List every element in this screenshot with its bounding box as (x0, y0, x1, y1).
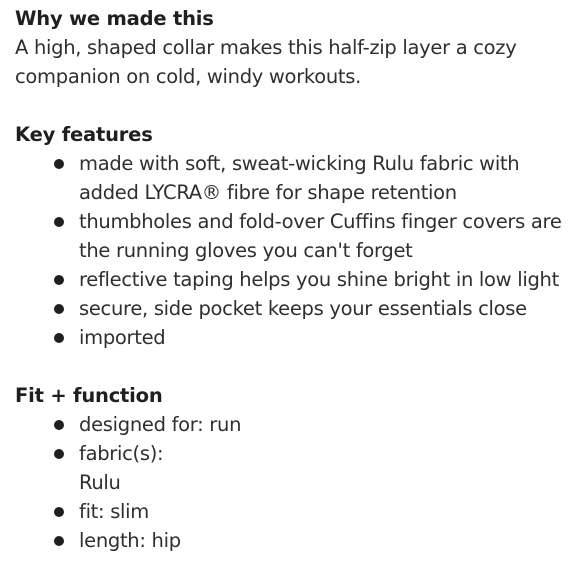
section-spacer (15, 91, 566, 120)
list-item-text: thumbholes and fold-over Cuffins finger covers are (79, 210, 562, 233)
list-item (15, 323, 566, 352)
list-item (15, 439, 566, 497)
why-we-made-this-description (15, 33, 566, 91)
fit-function-heading: Fit + function (15, 384, 163, 407)
list-item (15, 410, 566, 439)
section-spacer (15, 352, 566, 381)
description-line: companion on cold, windy workouts. (15, 65, 361, 88)
list-item (15, 526, 566, 555)
list-item (15, 265, 566, 294)
list-item (15, 294, 566, 323)
bullet-icon (54, 449, 64, 459)
bullet-icon (54, 420, 64, 430)
why-we-made-this-section (15, 4, 566, 91)
list-item (15, 207, 566, 265)
list-item-text: fabric(s): (79, 442, 164, 465)
fit-function-section (15, 381, 566, 555)
list-item-text: Rulu (79, 471, 121, 494)
list-item-text: reflective taping helps you shine bright in low light (79, 268, 559, 291)
list-item-text: length: hip (79, 529, 181, 552)
fit-function-list (15, 410, 566, 555)
list-item-text: added LYCRA® fibre for shape retention (79, 181, 457, 204)
key-features-list (15, 149, 566, 352)
bullet-icon (54, 304, 64, 314)
description-line: A high, shaped collar makes this half-zip layer a cozy (15, 36, 517, 59)
list-item (15, 497, 566, 526)
bullet-icon (54, 507, 64, 517)
list-item-text: imported (79, 326, 166, 349)
list-item-text: fit: slim (79, 500, 149, 523)
list-item-text: designed for: run (79, 413, 242, 436)
bullet-icon (54, 217, 64, 227)
bullet-icon (54, 333, 64, 343)
bullet-icon (54, 536, 64, 546)
list-item (15, 149, 566, 207)
list-item-text: the running gloves you can't forget (79, 239, 413, 262)
bullet-icon (54, 159, 64, 169)
list-item-text: made with soft, sweat-wicking Rulu fabric with (79, 152, 520, 175)
list-item-text: secure, side pocket keeps your essentials close (79, 297, 527, 320)
key-features-heading: Key features (15, 123, 153, 146)
why-we-made-this-heading: Why we made this (15, 7, 214, 30)
bullet-icon (54, 275, 64, 285)
key-features-section (15, 120, 566, 352)
